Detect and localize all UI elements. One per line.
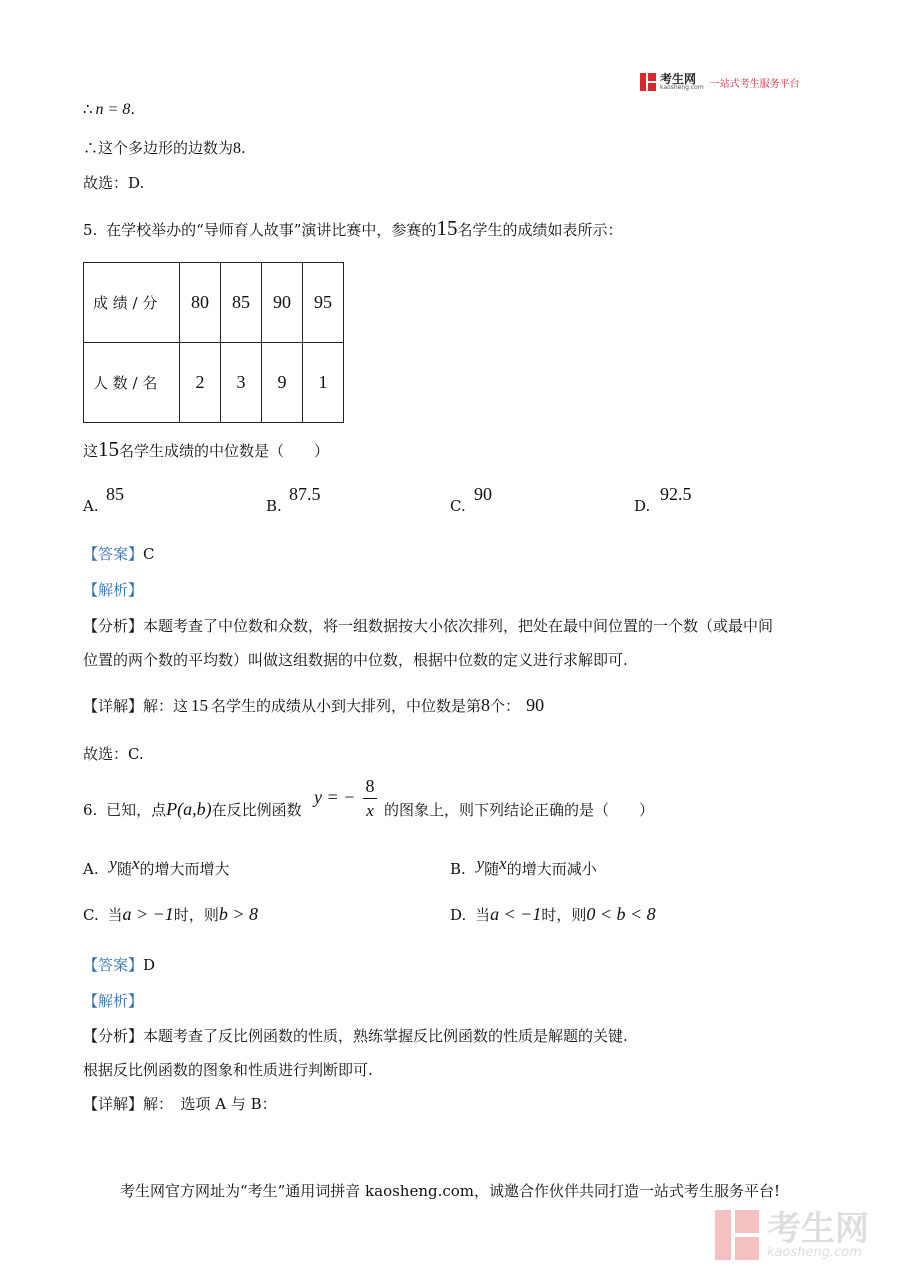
q5-ask-text-a: 这 xyxy=(83,442,99,460)
table-row xyxy=(84,263,344,343)
logo-mark-icon xyxy=(640,73,656,91)
option-text: 当 xyxy=(107,906,123,924)
table-header-score: 成 绩 / 分 xyxy=(84,263,180,343)
logo-domain: kaosheng.com xyxy=(660,84,704,91)
q5-ask-text-b: 名学生成绩的中位数是（ ） xyxy=(119,442,330,460)
table-cell: 3 xyxy=(221,343,262,423)
q6-answer xyxy=(83,954,155,975)
option-text: 时，则 xyxy=(541,906,587,924)
q5-ask-num: 15 xyxy=(98,437,120,461)
q6-option-b xyxy=(450,854,597,879)
footer-text: 考生网官方网址为“考生”通用词拼音 kaosheng.com，诚邀合作伙伴共同打造一站式考生服务平台! xyxy=(119,1182,781,1200)
option-letter: A. xyxy=(83,860,99,878)
prev-line-2 xyxy=(83,137,246,158)
option-text: 的增大而增大 xyxy=(139,860,230,878)
option-result: b > 8 xyxy=(218,904,258,924)
q5-analysis-tag: 【解析】 xyxy=(83,581,144,599)
option-text: 时，则 xyxy=(173,906,219,924)
q5-detail-num: 15 xyxy=(191,696,209,715)
header-logo xyxy=(640,71,800,93)
q6-stem-text-b: 在反比例函数 xyxy=(211,801,302,819)
q6-fenxi-line-2: 根据反比例函数的图象和性质进行判断即可. xyxy=(83,1061,373,1079)
q5-option-b-value: 87.5 xyxy=(289,484,321,504)
fraction-numerator: 8 xyxy=(365,776,375,796)
table-cell: 80 xyxy=(180,263,221,343)
q6-function-lhs: y = − xyxy=(314,787,356,807)
logo-name: 考生网 xyxy=(660,72,697,86)
q5-detail xyxy=(83,695,544,716)
q6-point: P(a,b) xyxy=(166,799,212,819)
q5-detail-text-c: 个： xyxy=(490,697,521,715)
q5-answer xyxy=(83,543,155,564)
table-cell: 85 xyxy=(221,263,262,343)
q5-option-d-letter: D. xyxy=(634,497,651,515)
q6-fenxi-text-1: 本题考查了反比例函数的性质，熟练掌握反比例函数的性质是解题的关键. xyxy=(143,1027,628,1045)
q5-fenxi-line-2: 位置的两个数的平均数）叫做这组数据的中位数，根据中位数的定义进行求解即可. xyxy=(83,651,628,669)
q5-stem xyxy=(83,216,622,241)
option-letter: D. xyxy=(450,906,467,924)
fenxi-tag: 【分析】 xyxy=(83,617,144,635)
option-text: 的增大而减小 xyxy=(506,860,597,878)
q5-fenxi-text-1: 本题考查了中位数和众数，将一组数据按大小依次排列，把处在最中间位置的一个数（或最中间 xyxy=(143,617,774,635)
q5-option-a-letter: A. xyxy=(83,497,99,515)
q5-option-c-value: 90 xyxy=(474,484,492,504)
q6-stem-text-a: 已知，点 xyxy=(106,801,167,819)
q6-stem-a xyxy=(83,799,302,820)
score-table xyxy=(83,262,344,423)
therefore-symbol: ∴ xyxy=(83,139,99,157)
q6-detail xyxy=(83,1093,277,1114)
watermark-logo xyxy=(715,1210,869,1260)
q5-option-c-letter: C. xyxy=(450,497,466,515)
q5-option-d-value: 92.5 xyxy=(660,484,692,504)
n-equation: n = 8 xyxy=(95,101,131,118)
option-result: 0 < b < 8 xyxy=(586,904,656,924)
prev-answer: 故选：D. xyxy=(83,174,145,192)
q5-stem-num: 15 xyxy=(436,216,458,240)
option-var-x: x xyxy=(499,854,507,873)
q5-fenxi-line-1 xyxy=(83,615,773,636)
answer-tag: 【答案】 xyxy=(83,545,144,563)
watermark-name: 考生网 xyxy=(767,1208,869,1249)
option-text: 随 xyxy=(484,860,500,878)
table-cell: 2 xyxy=(180,343,221,423)
q5-detail-text-a: 解：这 xyxy=(143,697,189,715)
q5-number: 5. xyxy=(83,221,98,239)
watermark-domain: kaosheng.com xyxy=(767,1244,862,1260)
option-var-y: y xyxy=(109,854,117,873)
option-condition: a > −1 xyxy=(122,904,174,924)
table-cell: 95 xyxy=(303,263,344,343)
detail-tag: 【详解】 xyxy=(83,1095,144,1113)
table-header-count: 人 数 / 名 xyxy=(84,343,180,423)
option-var-y: y xyxy=(476,854,485,873)
q5-stem-text-b: 名学生的成绩如表所示： xyxy=(457,221,623,239)
q5-stem-text-a: 在学校举办的“导师育人故事”演讲比赛中，参赛的 xyxy=(106,221,437,239)
option-letter: C. xyxy=(83,906,99,924)
table-cell: 1 xyxy=(303,343,344,423)
answer-tag: 【答案】 xyxy=(83,956,144,974)
header-slogan: 一站式考生服务平台 xyxy=(709,78,800,90)
option-condition: a < −1 xyxy=(490,904,542,924)
fenxi-tag: 【分析】 xyxy=(83,1027,144,1045)
therefore-symbol: ∴ xyxy=(83,100,93,118)
q5-detail-text-b: 名学生的成绩从小到大排列，中位数是第 xyxy=(211,697,482,715)
q6-stem-text-c: 的图象上，则下列结论正确的是（ ） xyxy=(384,801,655,819)
q6-analysis-tag: 【解析】 xyxy=(83,992,144,1010)
q6-option-a xyxy=(83,854,230,879)
watermark-mark-icon xyxy=(715,1210,759,1260)
table-cell: 9 xyxy=(262,343,303,423)
prev-line-2-text: 这个多边形的边数为 xyxy=(98,139,234,157)
q5-detail-num-3: 90 xyxy=(526,695,545,715)
q6-fraction xyxy=(363,776,377,821)
q6-option-c xyxy=(83,904,258,925)
period: . xyxy=(241,139,246,157)
table-row xyxy=(84,343,344,423)
table-cell: 90 xyxy=(262,263,303,343)
option-text: 随 xyxy=(116,860,132,878)
q5-option-a-value: 85 xyxy=(106,484,124,504)
q5-detail-num-2: 8 xyxy=(481,695,491,715)
detail-tag: 【详解】 xyxy=(83,697,144,715)
q6-fenxi-line-1 xyxy=(83,1025,628,1046)
fraction-denominator: x xyxy=(366,801,374,820)
q6-answer-value: D xyxy=(143,956,156,974)
option-letter: B. xyxy=(450,860,466,878)
q5-option-b-letter: B. xyxy=(266,497,282,515)
q6-number: 6. xyxy=(83,801,98,819)
q5-final: 故选：C. xyxy=(83,745,144,763)
q6-option-d xyxy=(450,904,656,925)
option-text: 当 xyxy=(475,906,491,924)
option-var-x: x xyxy=(131,854,140,873)
q5-ask xyxy=(83,437,329,462)
prev-line-1 xyxy=(83,100,135,119)
prev-line-2-num: 8 xyxy=(233,140,242,157)
q5-answer-value: C xyxy=(143,545,155,563)
q6-detail-text: 解： 选项 A 与 B： xyxy=(143,1095,277,1113)
period: . xyxy=(130,100,136,118)
fraction-bar xyxy=(363,798,377,799)
